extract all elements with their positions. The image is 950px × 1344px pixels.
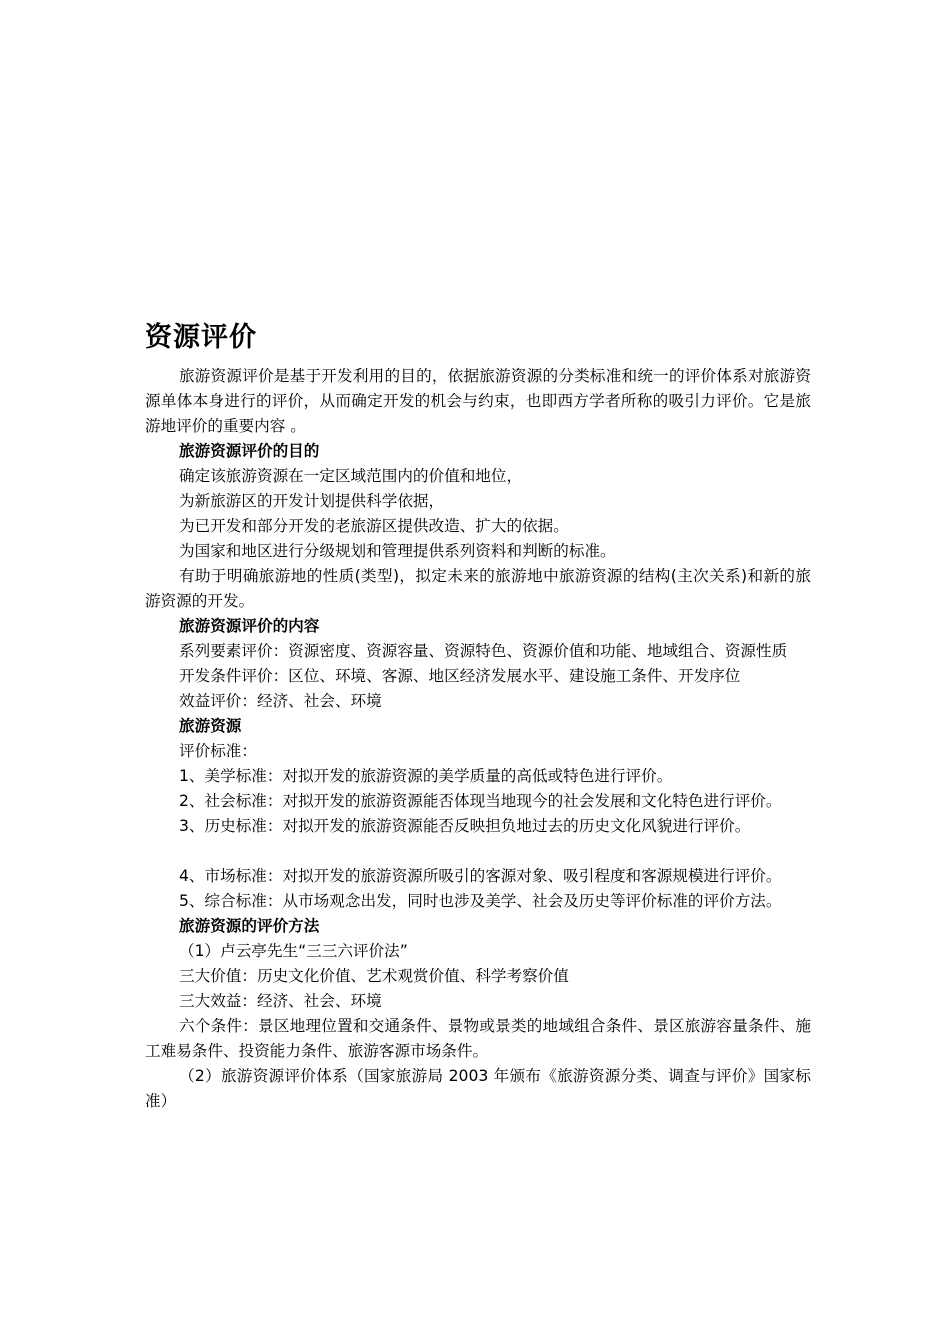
content-item: 系列要素评价：资源密度、资源容量、资源特色、资源价值和功能、地域组合、资源性质 <box>179 642 788 660</box>
purpose-item: 有助于明确旅游地的性质(类型)，拟定未来的旅游地中旅游资源的结构(主次关系)和新的旅游资源的开发。 <box>145 567 811 610</box>
purpose-item: 为已开发和部分开发的老旅游区提供改造、扩大的依据。 <box>179 517 569 535</box>
resources-item: 评价标准： <box>179 742 257 760</box>
content-item: 开发条件评价：区位、环境、客源、地区经济发展水平、建设施工条件、开发序位 <box>179 667 741 685</box>
document-body <box>145 318 811 1114</box>
section-heading-methods: 旅游资源的评价方法 <box>179 917 320 935</box>
blank-line <box>145 839 811 864</box>
intro-paragraph: 旅游资源评价是基于开发利用的目的，依据旅游资源的分类标准和统一的评价体系对旅游资源单体本身进行的评价，从而确定开发的机会与约束，也即西方学者所称的吸引力评价。它是旅游地评价的重要内容 。 <box>145 367 811 435</box>
resources-item: 1、美学标准：对拟开发的旅游资源的美学质量的高低或特色进行评价。 <box>179 767 673 785</box>
resources-item: 5、综合标准：从市场观念出发，同时也涉及美学、社会及历史等评价标准的评价方法。 <box>179 892 782 910</box>
resources-item: 2、社会标准：对拟开发的旅游资源能否体现当地现今的社会发展和文化特色进行评价。 <box>179 792 782 810</box>
methods-item: （1）卢云亭先生“三三六评价法” <box>179 942 408 960</box>
purpose-item: 为国家和地区进行分级规划和管理提供系列资料和判断的标准。 <box>179 542 616 560</box>
purpose-item: 为新旅游区的开发计划提供科学依据， <box>179 492 445 510</box>
methods-item: 六个条件：景区地理位置和交通条件、景物或景类的地域组合条件、景区旅游容量条件、施工难易条件、投资能力条件、旅游客源市场条件。 <box>145 1017 811 1060</box>
section-heading-purpose: 旅游资源评价的目的 <box>179 442 320 460</box>
section-heading-content: 旅游资源评价的内容 <box>179 617 320 635</box>
section-heading-resources: 旅游资源 <box>179 717 242 735</box>
resources-item: 3、历史标准：对拟开发的旅游资源能否反映担负地过去的历史文化风貌进行评价。 <box>179 817 751 835</box>
document-title: 资源评价 <box>145 322 257 353</box>
methods-item: 三大效益：经济、社会、环境 <box>179 992 382 1010</box>
methods-item: 三大价值：历史文化价值、艺术观赏价值、科学考察价值 <box>179 967 569 985</box>
content-item: 效益评价：经济、社会、环境 <box>179 692 382 710</box>
methods-item: （2）旅游资源评价体系（国家旅游局 2003 年颁布《旅游资源分类、调查与评价》国家标准） <box>145 1067 811 1110</box>
purpose-item: 确定该旅游资源在一定区域范围内的价值和地位， <box>179 467 523 485</box>
resources-item: 4、市场标准：对拟开发的旅游资源所吸引的客源对象、吸引程度和客源规模进行评价。 <box>179 867 782 885</box>
